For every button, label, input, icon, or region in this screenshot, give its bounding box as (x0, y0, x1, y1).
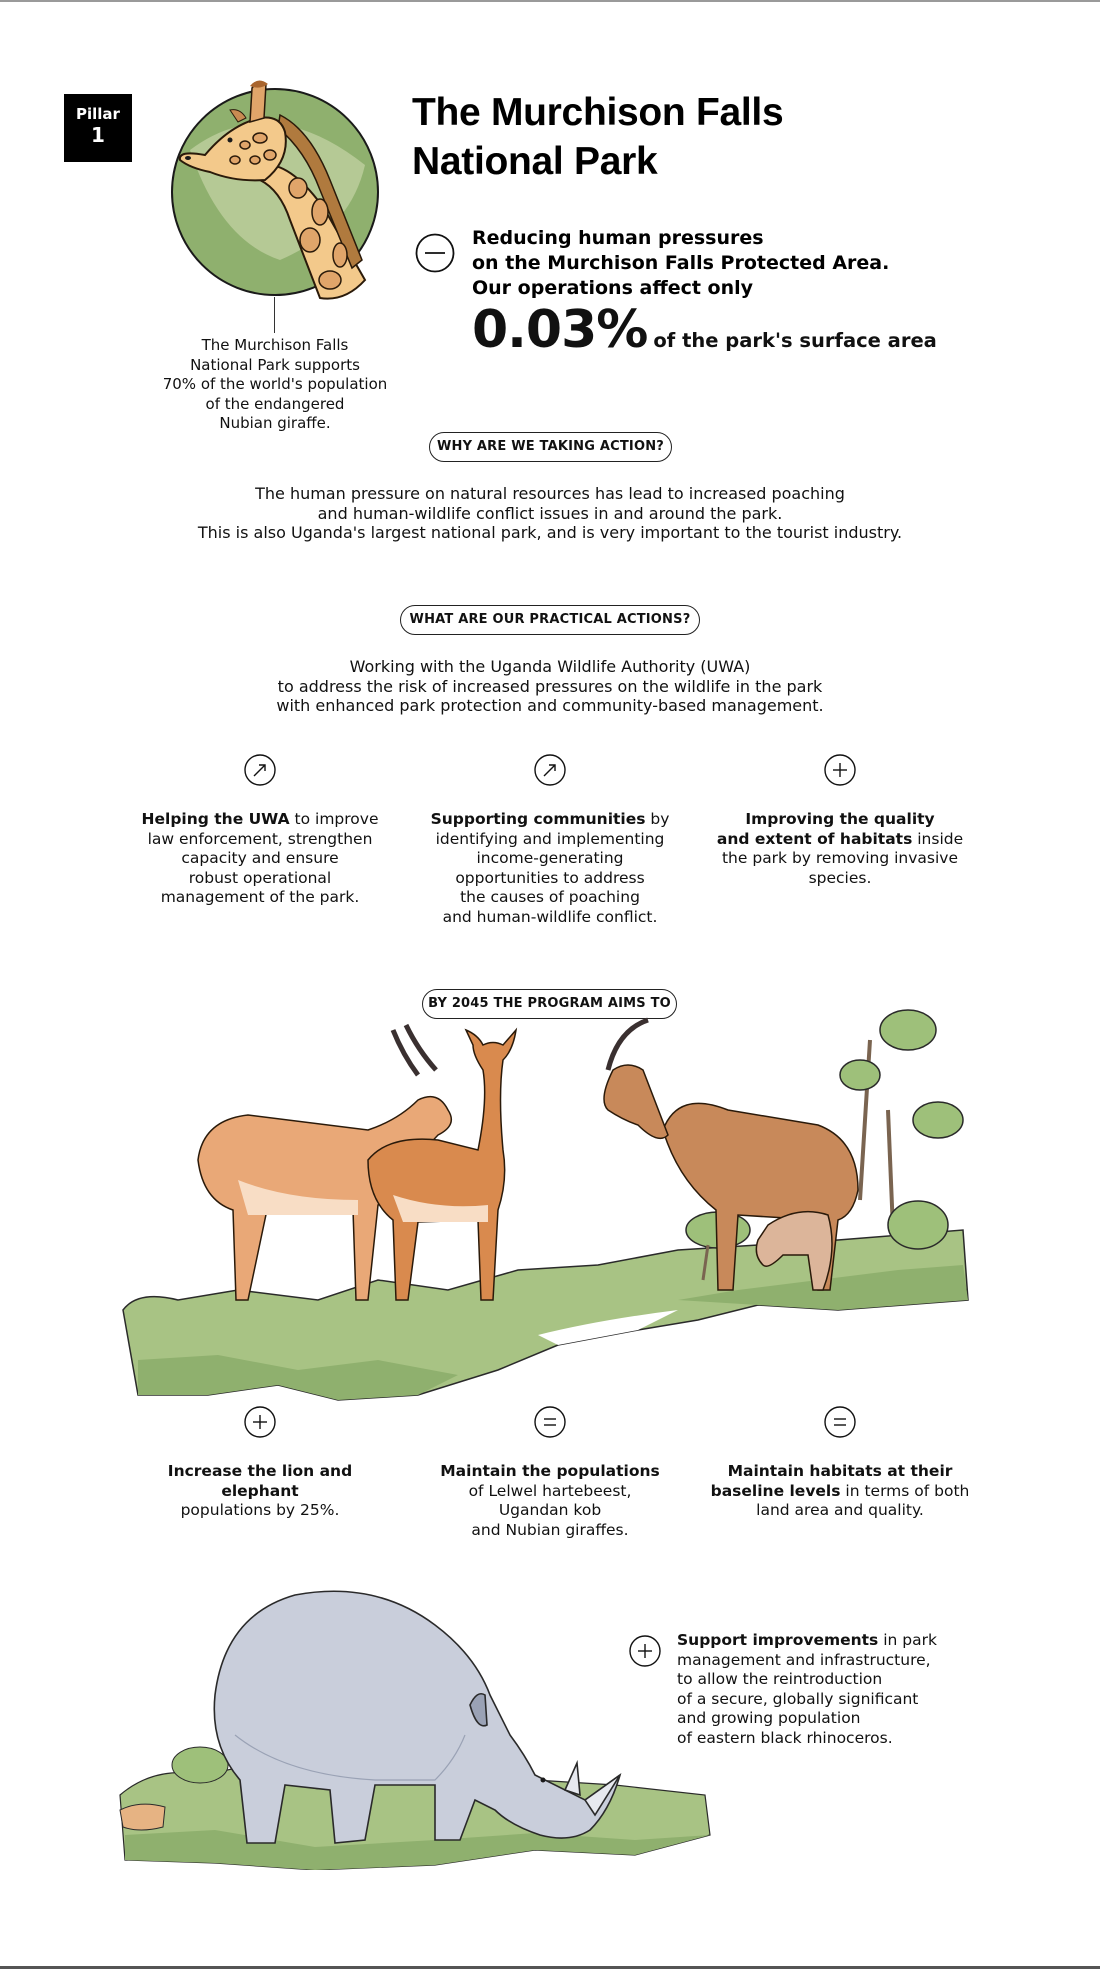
aim-line: and Nubian giraffes. (471, 1520, 629, 1539)
aim-bold: Increase the lion and elephant (167, 1462, 353, 1500)
aim-bold: baseline levels (710, 1481, 841, 1500)
action-line: identifying and implementing (435, 829, 665, 848)
stat-value: 0.03% (472, 300, 648, 360)
pillar-badge (64, 94, 132, 162)
action-line: inside (912, 829, 964, 848)
action-line: by (645, 810, 670, 828)
aim-line: of a secure, globally significant (677, 1689, 919, 1708)
aim-line: and growing population (677, 1709, 861, 1727)
caption-line: 70% of the world's population (162, 375, 388, 393)
equals-circle-icon (534, 1406, 566, 1438)
action-line: income-generating (476, 849, 624, 867)
giraffe-illustration (150, 70, 390, 340)
action-item-communities (420, 810, 680, 927)
action-item-habitats (710, 810, 970, 888)
arrow-up-right-circle-icon (534, 754, 566, 786)
actions-line: to address the risk of increased pressures on the wildlife in the park (277, 676, 823, 696)
stat-description: of the park's surface area (653, 329, 937, 352)
action-line: the park by removing invasive (721, 849, 959, 867)
aim-bold: Support improvements (677, 1631, 879, 1649)
aim-line: management and infrastructure, (677, 1650, 931, 1669)
aim-line: land area and quality. (756, 1501, 924, 1519)
pillar-label: Pillar (76, 105, 120, 123)
equals-circle-icon (824, 1406, 856, 1438)
pillar-number: 1 (91, 123, 105, 147)
page-title (412, 88, 912, 186)
caption-connector-line (274, 297, 275, 333)
action-line: management of the park. (160, 888, 360, 906)
why-line: This is also Uganda's largest national park, and is very important to the tourist industry. (197, 523, 903, 542)
plus-circle-icon (824, 754, 856, 786)
caption-line: of the endangered (205, 394, 345, 413)
bottom-border (0, 1966, 1100, 1969)
giraffe-caption (140, 336, 410, 434)
action-line: capacity and ensure (181, 849, 339, 867)
rhino-scene-illustration (115, 1585, 725, 1870)
aims-section-pill: BY 2045 THE PROGRAM AIMS TO (422, 989, 677, 1019)
action-line: and human-wildlife conflict. (442, 907, 658, 926)
minus-circle-icon (415, 233, 455, 273)
caption-line: Nubian giraffe. (219, 414, 331, 432)
aim-line: of eastern black rhinoceros. (677, 1728, 893, 1747)
why-section-pill: WHY ARE WE TAKING ACTION? (429, 432, 672, 462)
action-line: robust operational (188, 868, 332, 887)
aim-line: populations by 25%. (180, 1501, 340, 1519)
objective-line: on the Murchison Falls Protected Area. (472, 252, 890, 274)
action-line: law enforcement, strengthen (147, 829, 373, 848)
aim-line: in park (878, 1631, 937, 1649)
plus-circle-icon (244, 1406, 276, 1438)
surface-area-stat (472, 302, 937, 358)
actions-paragraph (200, 657, 900, 716)
actions-line: Working with the Uganda Wildlife Authority (UWA) (349, 657, 751, 676)
action-line: opportunities to address (455, 868, 645, 887)
actions-line: with enhanced park protection and community-based management. (276, 696, 824, 715)
aim-line: to allow the reintroduction (677, 1670, 883, 1688)
action-line: species. (808, 868, 872, 887)
aim-line: Ugandan kob (498, 1501, 602, 1519)
caption-line: National Park supports (190, 355, 360, 374)
aim-bold: Maintain habitats at their (727, 1462, 953, 1480)
caption-line: The Murchison Falls (201, 336, 349, 354)
action-item-uwa (130, 810, 390, 908)
action-bold: and extent of habitats (716, 829, 913, 848)
action-bold: Supporting communities (430, 810, 646, 828)
action-bold: Helping the UWA (141, 810, 290, 828)
objective-line: Reducing human pressures (472, 227, 764, 249)
action-bold: Improving the quality (745, 810, 935, 828)
arrow-up-right-circle-icon (244, 754, 276, 786)
title-line: The Murchison Falls (412, 91, 784, 134)
aim-bold: Maintain the populations (440, 1462, 660, 1480)
plus-circle-icon (629, 1635, 661, 1667)
aim-item-rhino (677, 1631, 967, 1748)
action-line: the causes of poaching (460, 888, 640, 906)
aim-item-populations (420, 1462, 680, 1540)
actions-section-pill: WHAT ARE OUR PRACTICAL ACTIONS? (400, 605, 700, 635)
why-line: and human-wildlife conflict issues in and around the park. (317, 503, 783, 523)
aim-item-habitats (700, 1462, 980, 1521)
antelope-scene-illustration (118, 1000, 978, 1410)
aim-line: in terms of both (840, 1481, 970, 1500)
objective-line: Our operations affect only (472, 277, 754, 299)
why-paragraph (150, 484, 950, 543)
objective-text (472, 226, 952, 301)
aim-item-lion-elephant (130, 1462, 390, 1521)
action-line: to improve (289, 810, 379, 828)
top-border (0, 0, 1100, 2)
why-line: The human pressure on natural resources has lead to increased poaching (255, 484, 845, 503)
aim-line: of Lelwel hartebeest, (468, 1481, 632, 1500)
title-line: National Park (412, 140, 658, 183)
